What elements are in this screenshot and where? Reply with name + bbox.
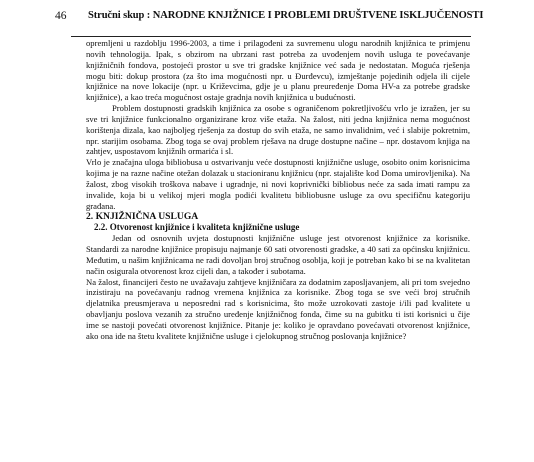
paragraph: Jedan od osnovnih uvjeta dostupnosti knjižnične usluge jest otvorenost knjižnice za korisnike. Standardi za narodne knjižnice propisuju najmanje 60 sati otvorenosti gradske, a 40 sati za općinsku knjižnicu. Međutim, u našim knjižnicama ne radi dovoljan broj stručnog osoblja, koji je potreban kako bi se na kvalitetan način osigurala otvorenost kroz cijeli dan, a također i subotama. <box>86 233 470 276</box>
page-header <box>55 10 494 26</box>
page-number: 46 <box>55 10 67 22</box>
paragraph: opremljeni u razdoblju 1996-2003, a time i prilagođeni za suvremenu ulogu narodnih knjižnica te primjenu novih tehnologija. Ipak, s obzirom na ubrzani rast potreba za uvođenjem novih usluga te povećavanje knjižničnih fondova, postojeći prostor u sve tri gradske knjižnice već sada je nedostatan. Moguća rješenja mogu biti: dokup prostora (za što ima mogućnosti npr. u Đurđevcu), izmještanje pojedinih odjela ili cijele knjižnice na nove lokacije (npr. u Križevcima, gdje je u planu preuređenje Doma HV-a za potrebe gradske knjižnice), a kao treća mogućnost ostaje gradnja novih knjižnica u budućnosti. <box>86 38 470 103</box>
paragraph: Vrlo je značajna uloga bibliobusa u ostvarivanju veće dostupnosti knjižnične usluge, osobito onim korisnicima kojima je na razne načine otežan dolazak u stacioniranu knjižnicu (npr. stajalište kod Doma umirovljenika). Na žalost, zbog visokih troškova nabave i ugradnje, ni novi koprivnički bibliobus neće za sada imati rampu za invalide, koja bi u velikoj mjeri mogla podići kvalitetu bibliobusne usluge za ovu specifičnu kategoriju građana. <box>86 157 470 211</box>
paragraph: Na žalost, financijeri često ne uvažavaju zahtjeve knjižničara za dodatnim zaposljavanjem, ali pri tom svejedno inzistiraju na povećavanju radnog vremena knjižnica za korisnike. Zbog toga se sve veći broj stručnih djelatnika preusmjerava u neposredni rad s korisnicima, što može uzrokovati zastoje i/ili pad kvalitete u obavljanju poslova vezanih za stručno uređenje knjižničnog fonda, čime su na gubitku ti isti korisnici u čije ime se nastoji povećati otvorenost knjižnice. Pitanje je: koliko je opravdano povećavati otvorenost knjižnice, ako ona ide na štetu kvalitete knjižnične usluge i cjelokupnog stručnog poslovanja knjižnice? <box>86 276 470 341</box>
header-rule <box>71 36 471 37</box>
subsection-heading: 2.2. Otvorenost knjižnice i kvaliteta knjižnične usluge <box>94 222 300 233</box>
section-heading: 2. KNJIŽNIČNA USLUGA <box>86 210 199 222</box>
running-title: Stručni skup : NARODNE KNJIŽNICE I PROBLEMI DRUŠTVENE ISKLJUČENOSTI <box>88 10 484 21</box>
body-text <box>86 38 470 342</box>
paragraph: Problem dostupnosti gradskih knjižnica za osobe s ograničenom pokretljivošću vrlo je izražen, jer su sve tri knjižnice funkcionalno organizirane kroz više etaža. Na žalost, niti jedna knjižnica nema mogućnost korištenja dizala, kao najboljeg rješenja za dostup do svih etaža, ne samo invalidnim, već i slabije pokretnim, npr. starijim osobama. Zbog toga se ovaj problem rješava na druge dostupne načine – npr. dostavom knjiga na zahtjev, uspostavom knjižnih ormarića i sl. <box>86 103 470 157</box>
